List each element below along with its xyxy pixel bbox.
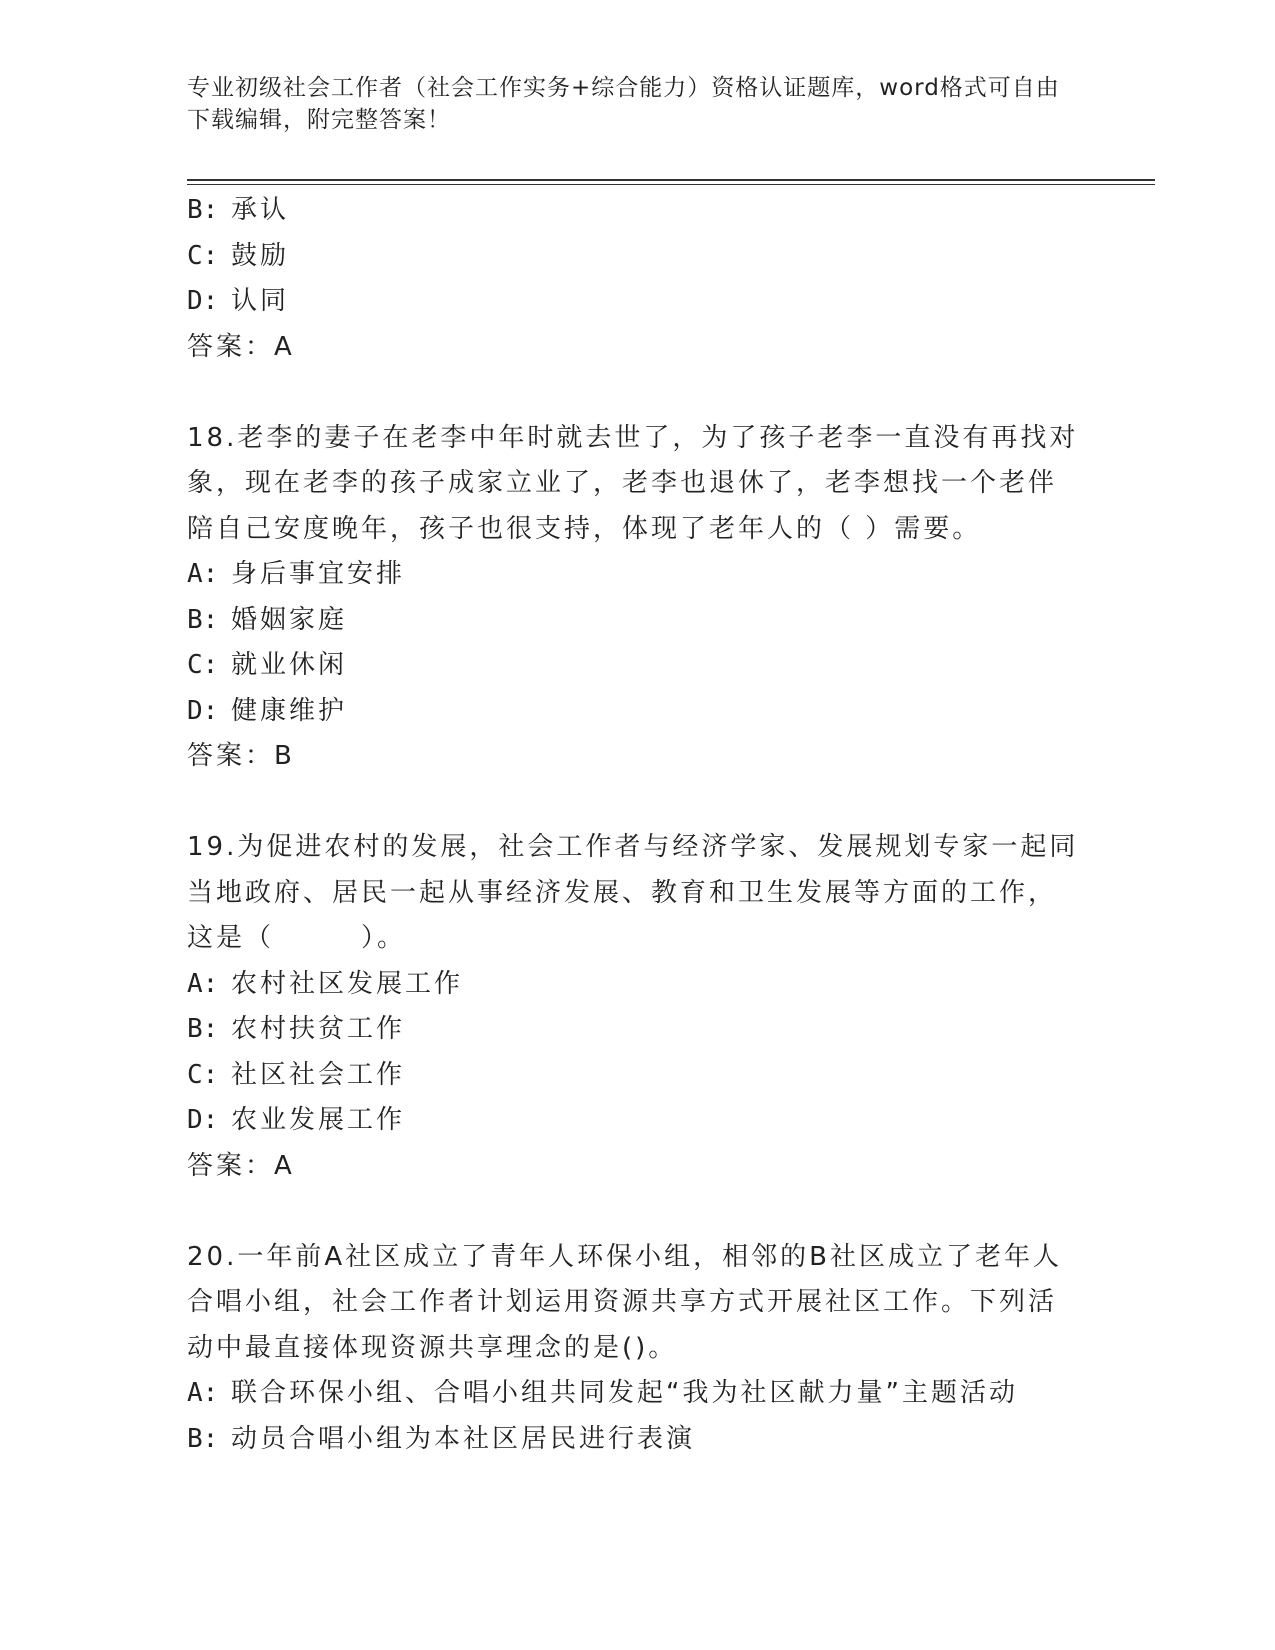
question-text-line: 这是（ ）。 xyxy=(187,923,407,953)
option-text: 鼓励 xyxy=(231,240,290,271)
question-text-line: 19.为促进农村的发展，社会工作者与经济学家、发展规划专家一起同 xyxy=(187,832,1079,862)
option-text: 农村扶贫工作 xyxy=(231,1014,406,1044)
answer-value: A xyxy=(274,1150,295,1181)
header-rule-thick xyxy=(187,179,1155,181)
option-row xyxy=(187,689,1087,735)
option-text: 社区社会工作 xyxy=(231,1059,406,1090)
option-letter: B: xyxy=(187,1014,219,1044)
option-row xyxy=(187,1007,1087,1053)
page-header xyxy=(187,72,1087,136)
answer-label: 答案： xyxy=(187,331,275,362)
option-text: 就业休闲 xyxy=(231,650,348,680)
option-letter: B: xyxy=(187,195,219,225)
question-17-continued xyxy=(187,188,1087,370)
question-20 xyxy=(187,1235,1087,1463)
option-letter: A: xyxy=(187,559,219,589)
header-line-1: 专业初级社会工作者（社会工作实务+综合能力）资格认证题库，word格式可自由 xyxy=(187,75,1060,101)
option-letter: C: xyxy=(187,1059,219,1090)
option-text: 认同 xyxy=(231,286,290,316)
option-row xyxy=(187,962,1087,1008)
question-19 xyxy=(187,825,1087,1189)
option-letter: C: xyxy=(187,650,219,680)
option-letter: B: xyxy=(187,1423,219,1454)
option-row xyxy=(187,552,1087,598)
question-text-line: 象，现在老李的孩子成家立业了，老李也退休了，老李想找一个老伴 xyxy=(187,468,1058,498)
option-letter: C: xyxy=(187,240,219,271)
question-text-line: 动中最直接体现资源共享理念的是()。 xyxy=(187,1332,678,1363)
question-text-line: 18.老李的妻子在老李中年时就去世了，为了孩子老李一直没有再找对 xyxy=(187,422,1079,453)
question-text-line: 陪自己安度晚年，孩子也很支持，体现了老年人的（ ）需要。 xyxy=(187,513,982,544)
option-row xyxy=(187,598,1087,644)
option-row xyxy=(187,234,1087,280)
question-text-line: 当地政府、居民一起从事经济发展、教育和卫生发展等方面的工作， xyxy=(187,877,1058,908)
option-letter: D: xyxy=(187,695,219,726)
option-row xyxy=(187,188,1087,234)
answer-row xyxy=(187,734,1087,780)
option-row xyxy=(187,1417,1087,1463)
option-text: 动员合唱小组为本社区居民进行表演 xyxy=(231,1423,696,1454)
option-letter: A: xyxy=(187,968,219,999)
answer-value: A xyxy=(274,331,295,362)
question-text-line: 合唱小组，社会工作者计划运用资源共享方式开展社区工作。下列活 xyxy=(187,1287,1058,1317)
option-text: 健康维护 xyxy=(231,695,348,726)
header-line-2: 下载编辑，附完整答案！ xyxy=(187,107,451,133)
header-rule-thin xyxy=(187,184,1155,185)
answer-label: 答案： xyxy=(187,741,275,771)
answer-value: B xyxy=(274,741,295,771)
answer-row xyxy=(187,1144,1087,1190)
option-text: 身后事宜安排 xyxy=(231,559,406,589)
option-text: 婚姻家庭 xyxy=(231,604,348,635)
option-letter: D: xyxy=(187,1105,219,1135)
option-letter: D: xyxy=(187,286,219,316)
option-row xyxy=(187,1053,1087,1099)
answer-label: 答案： xyxy=(187,1150,275,1181)
question-text-line: 20.一年前A社区成立了青年人环保小组，相邻的B社区成立了老年人 xyxy=(187,1241,1062,1272)
option-text: 农业发展工作 xyxy=(231,1105,406,1135)
option-text: 联合环保小组、合唱小组共同发起“我为社区献力量”主题活动 xyxy=(231,1378,1018,1408)
option-text: 农村社区发展工作 xyxy=(231,968,464,999)
answer-row xyxy=(187,325,1087,371)
option-letter: A: xyxy=(187,1378,219,1408)
option-row xyxy=(187,1098,1087,1144)
option-row xyxy=(187,643,1087,689)
option-letter: B: xyxy=(187,604,219,635)
question-18 xyxy=(187,416,1087,780)
option-text: 承认 xyxy=(231,195,290,225)
option-row xyxy=(187,279,1087,325)
option-row xyxy=(187,1371,1087,1417)
question-content xyxy=(187,188,1087,1462)
